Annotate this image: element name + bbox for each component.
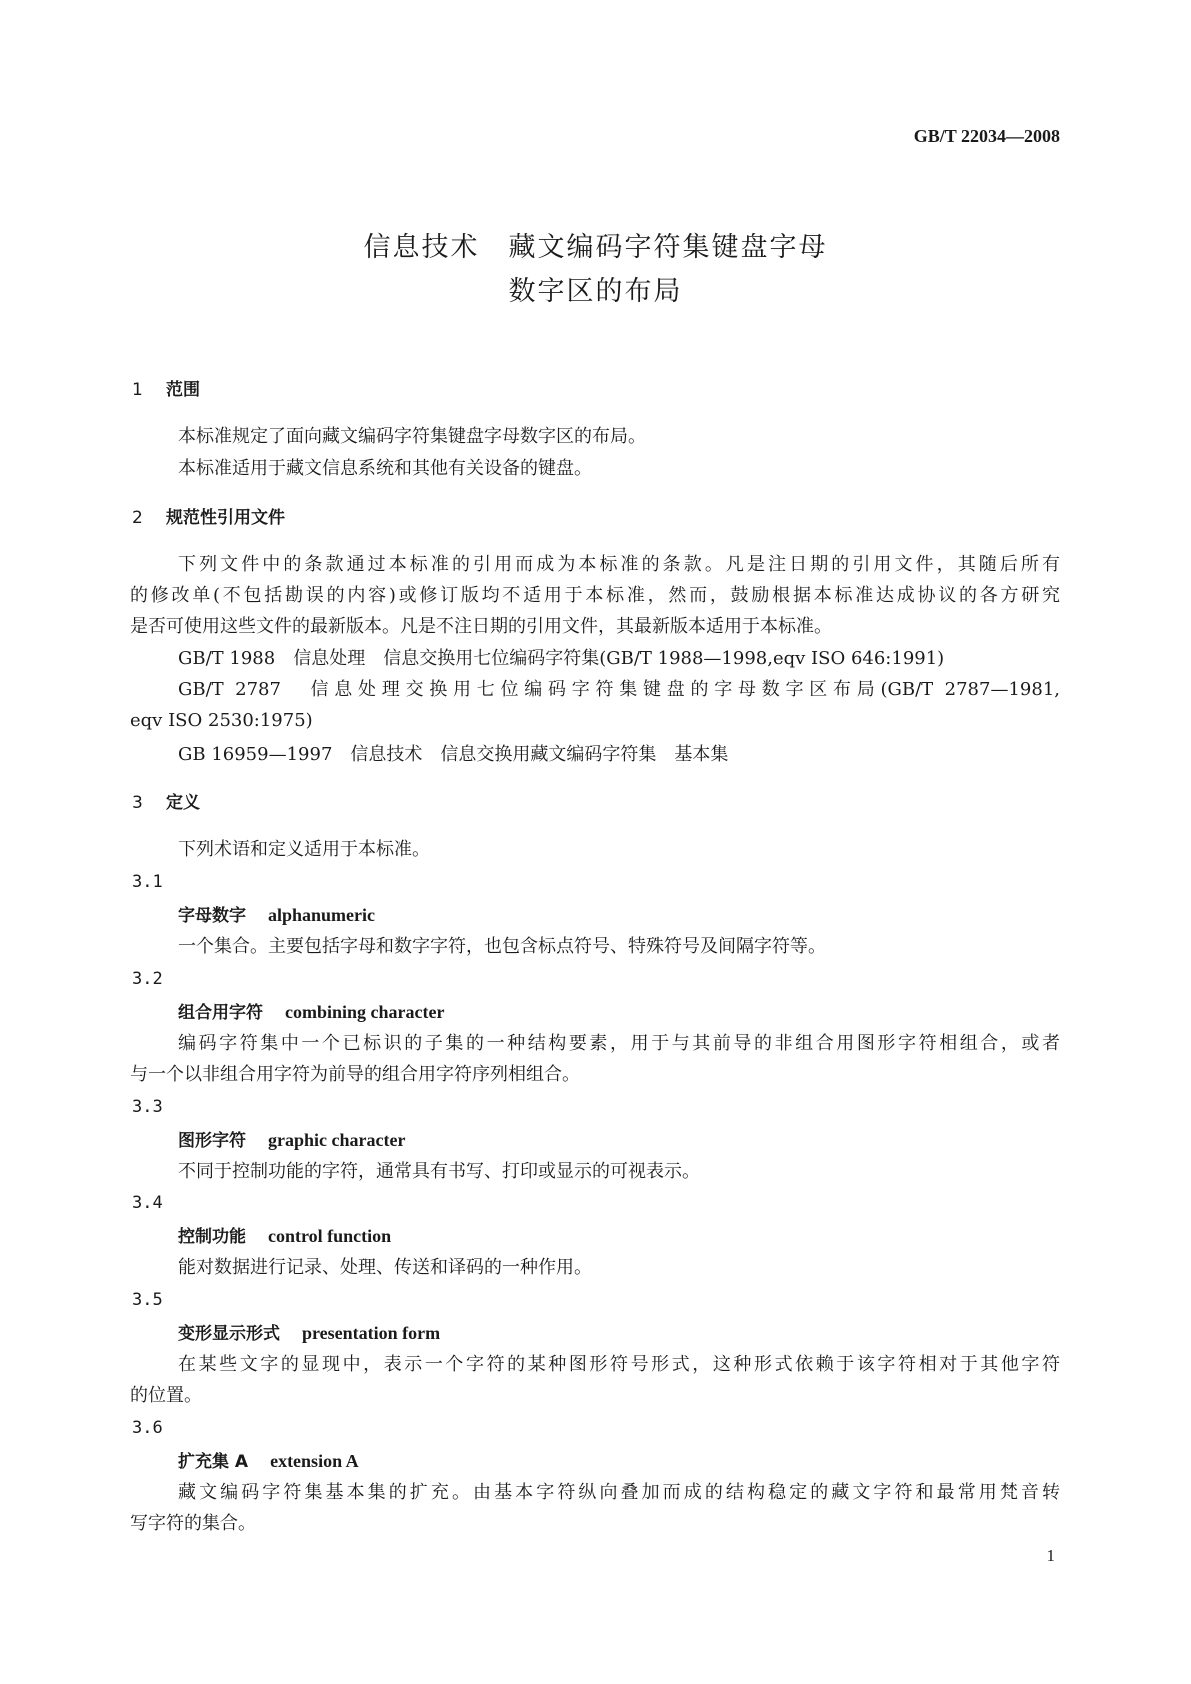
term-zh: 扩充集 A xyxy=(178,1452,249,1472)
term-zh: 组合用字符 xyxy=(178,1003,263,1023)
reference-item: GB/T 1988 信息处理 信息交换用七位编码字符集(GB/T 1988—1998,eqv ISO 646:1991) xyxy=(178,648,945,669)
definition-line: 藏文编码字符集基本集的扩充。由基本字符纵向叠加而成的结构稳定的藏文字符和最常用梵音转 xyxy=(178,1482,1060,1503)
term-number: 3.4 xyxy=(132,1193,163,1213)
term-en: control function xyxy=(268,1226,392,1246)
section-number: 1 xyxy=(132,380,143,400)
definition-line: 写字符的集合。 xyxy=(130,1513,256,1534)
term-en: extension A xyxy=(270,1451,359,1471)
definition-line: 编码字符集中一个已标识的子集的一种结构要素，用于与其前导的非组合用图形字符相组合，或者 xyxy=(178,1033,1060,1054)
reference-item: GB/T 2787 信息处理交换用七位编码字符集键盘的字母数字区布局(GB/T 2787—1981, xyxy=(178,679,1060,700)
page-title-line1: 信息技术 藏文编码字符集键盘字母 xyxy=(363,232,828,263)
section-number: 3 xyxy=(132,793,143,813)
definition-line: 不同于控制功能的字符，通常具有书写、打印或显示的可视表示。 xyxy=(178,1161,700,1182)
term-heading xyxy=(178,1128,405,1153)
definition-line: 的位置。 xyxy=(130,1385,202,1406)
term-en: graphic character xyxy=(268,1130,406,1150)
paragraph-line: 本标准规定了面向藏文编码字符集键盘字母数字区的布局。 xyxy=(178,426,646,447)
term-en: combining character xyxy=(285,1002,445,1022)
page-number: 1 xyxy=(1046,1546,1055,1565)
section-title: 规范性引用文件 xyxy=(166,508,285,528)
term-heading xyxy=(178,1449,359,1474)
term-number: 3.1 xyxy=(132,872,163,892)
definition-line: 一个集合。主要包括字母和数字字符，也包含标点符号、特殊符号及间隔字符等。 xyxy=(178,936,826,957)
section-number: 2 xyxy=(132,508,143,528)
paragraph-line: 的修改单(不包括勘误的内容)或修订版均不适用于本标准，然而，鼓励根据本标准达成协议的各方研究 xyxy=(130,585,1060,606)
document-id: GB/T 22034—2008 xyxy=(913,126,1060,146)
term-number: 3.3 xyxy=(132,1097,163,1117)
definition-line: 能对数据进行记录、处理、传送和译码的一种作用。 xyxy=(178,1257,592,1278)
term-en: presentation form xyxy=(302,1323,441,1343)
term-heading xyxy=(178,1321,440,1346)
term-heading xyxy=(178,1224,391,1249)
term-number: 3.6 xyxy=(132,1418,163,1438)
term-number: 3.5 xyxy=(132,1290,163,1310)
term-zh: 控制功能 xyxy=(178,1227,246,1247)
paragraph-line: 本标准适用于藏文信息系统和其他有关设备的键盘。 xyxy=(178,458,592,479)
section-heading-definitions xyxy=(132,791,200,815)
reference-item-continued: eqv ISO 2530:1975) xyxy=(130,710,313,731)
section-heading-normative-references xyxy=(132,506,285,530)
section-title: 范围 xyxy=(166,380,200,400)
term-number: 3.2 xyxy=(132,969,163,989)
definition-line: 与一个以非组合用字符为前导的组合用字符序列相组合。 xyxy=(130,1064,580,1085)
term-zh: 图形字符 xyxy=(178,1131,246,1151)
term-heading xyxy=(178,1000,444,1025)
definition-line: 在某些文字的显现中，表示一个字符的某种图形符号形式，这种形式依赖于该字符相对于其他字符 xyxy=(178,1354,1060,1375)
term-heading xyxy=(178,903,375,928)
paragraph-line: 下列文件中的条款通过本标准的引用而成为本标准的条款。凡是注日期的引用文件，其随后所有 xyxy=(178,554,1060,575)
paragraph-line: 下列术语和定义适用于本标准。 xyxy=(178,839,430,860)
paragraph-line: 是否可使用这些文件的最新版本。凡是不注日期的引用文件，其最新版本适用于本标准。 xyxy=(130,616,832,637)
term-zh: 变形显示形式 xyxy=(178,1324,280,1344)
section-title: 定义 xyxy=(166,793,200,813)
term-zh: 字母数字 xyxy=(178,906,246,926)
page-title-line2: 数字区的布局 xyxy=(508,276,683,307)
term-en: alphanumeric xyxy=(268,905,376,925)
reference-item: GB 16959—1997 信息技术 信息交换用藏文编码字符集 基本集 xyxy=(178,744,729,765)
section-heading-scope xyxy=(132,378,200,402)
